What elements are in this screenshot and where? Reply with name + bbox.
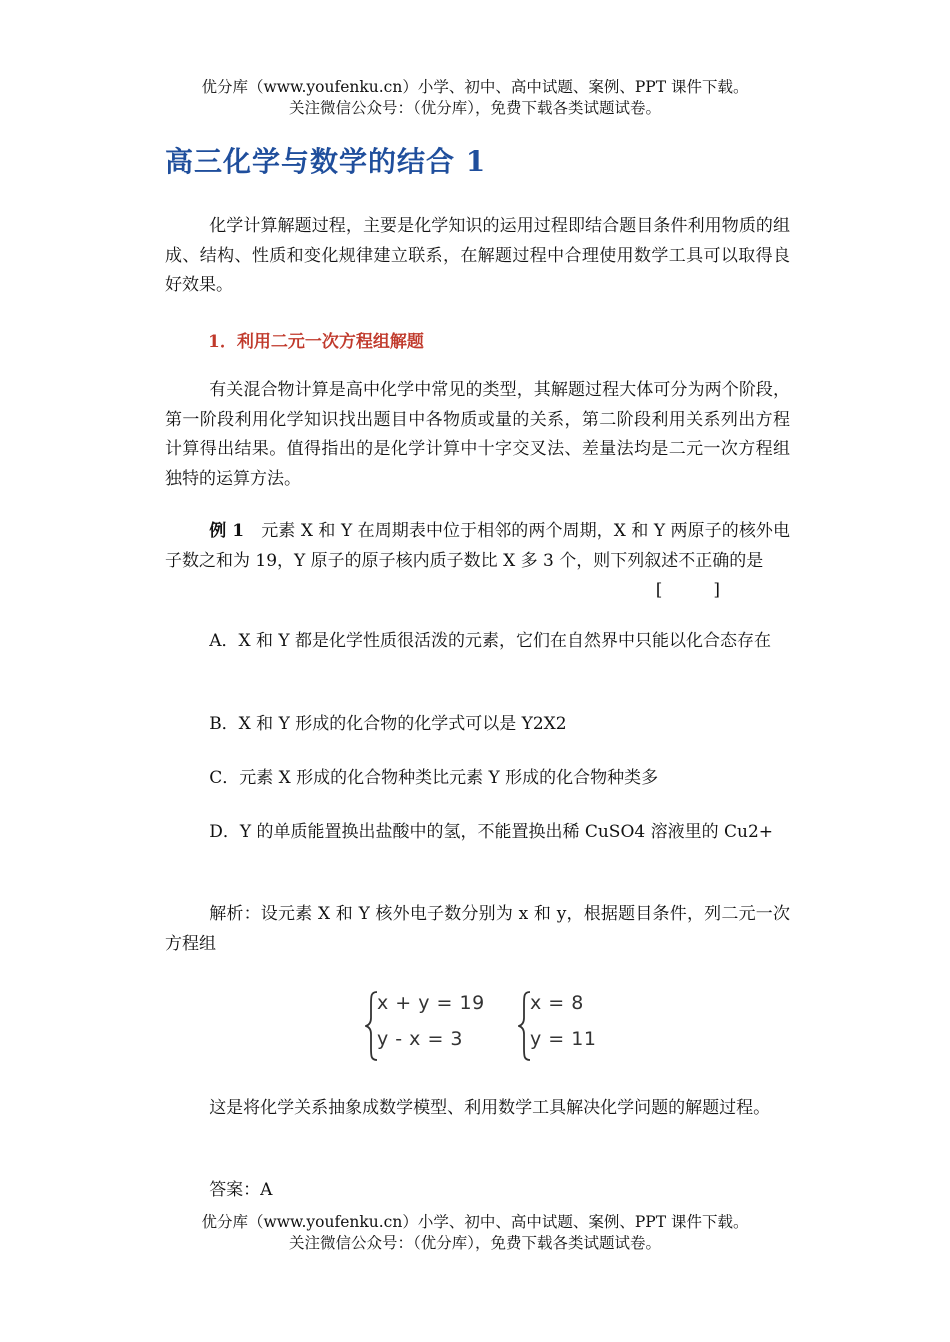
document-title: 高三化学与数学的结合 1 — [165, 145, 487, 178]
example-1-question — [165, 517, 790, 606]
intro-paragraph: 化学计算解题过程，主要是化学知识的运用过程即结合题目条件利用物质的组成、结构、性质和变化规律建立联系，在解题过程中合理使用数学工具可以取得良好效果。 — [165, 216, 790, 295]
example-text: 元素 X 和 Y 在周期表中位于相邻的两个周期，X 和 Y 两原子的核外电子数之和为 19，Y 原子的原子核内质子数比 X 多 3 个，则下列叙述不正确的是 — [165, 521, 790, 571]
section-1-heading: 1．利用二元一次方程组解题 — [208, 332, 424, 352]
equation-left-2: y - x = 3 — [377, 1028, 464, 1050]
header-line-1: 优分库（www.youfenku.cn）小学、初中、高中试题、案例、PPT 课件下载。 — [201, 78, 749, 96]
answer-bracket: [ ] — [655, 580, 720, 600]
equation-right-2: y = 11 — [530, 1028, 597, 1050]
footer-line-2: 关注微信公众号：（优分库），免费下载各类试题试卷。 — [288, 1234, 661, 1252]
header-line-2: 关注微信公众号：（优分库），免费下载各类试题试卷。 — [288, 99, 661, 117]
option-a: A．X 和 Y 都是化学性质很活泼的元素，它们在自然界中只能以化合态存在 — [209, 631, 771, 651]
equation-right-1: x = 8 — [530, 992, 584, 1014]
page-header — [0, 77, 950, 119]
option-c: C．元素 X 形成的化合物种类比元素 Y 形成的化合物种类多 — [209, 768, 659, 788]
equation-system-right — [518, 990, 638, 1070]
example-label: 例 1 — [209, 521, 245, 541]
option-b: B．X 和 Y 形成的化合物的化学式可以是 Y2X2 — [209, 714, 567, 734]
analysis-paragraph: 解析：设元素 X 和 Y 核外电子数分别为 x 和 y，根据题目条件，列二元一次方程组 — [165, 904, 790, 954]
section-1-paragraph: 有关混合物计算是高中化学中常见的类型，其解题过程大体可分为两个阶段，第一阶段利用化学知识找出题目中各物质或量的关系，第二阶段利用关系列出方程计算得出结果。值得指出的是化学计算中十字交叉法、差量法均是二元一次方程组独特的运算方法。 — [165, 380, 790, 489]
conclusion-paragraph: 这是将化学关系抽象成数学模型、利用数学工具解决化学问题的解题过程。 — [209, 1098, 771, 1118]
equation-left-1: x + y = 19 — [377, 992, 485, 1014]
option-d: D．Y 的单质能置换出盐酸中的氢，不能置换出稀 CuSO4 溶液里的 Cu2+ — [209, 822, 774, 842]
page-footer — [0, 1212, 950, 1254]
footer-line-1: 优分库（www.youfenku.cn）小学、初中、高中试题、案例、PPT 课件下载。 — [201, 1213, 749, 1231]
answer-line: 答案：A — [209, 1180, 273, 1200]
